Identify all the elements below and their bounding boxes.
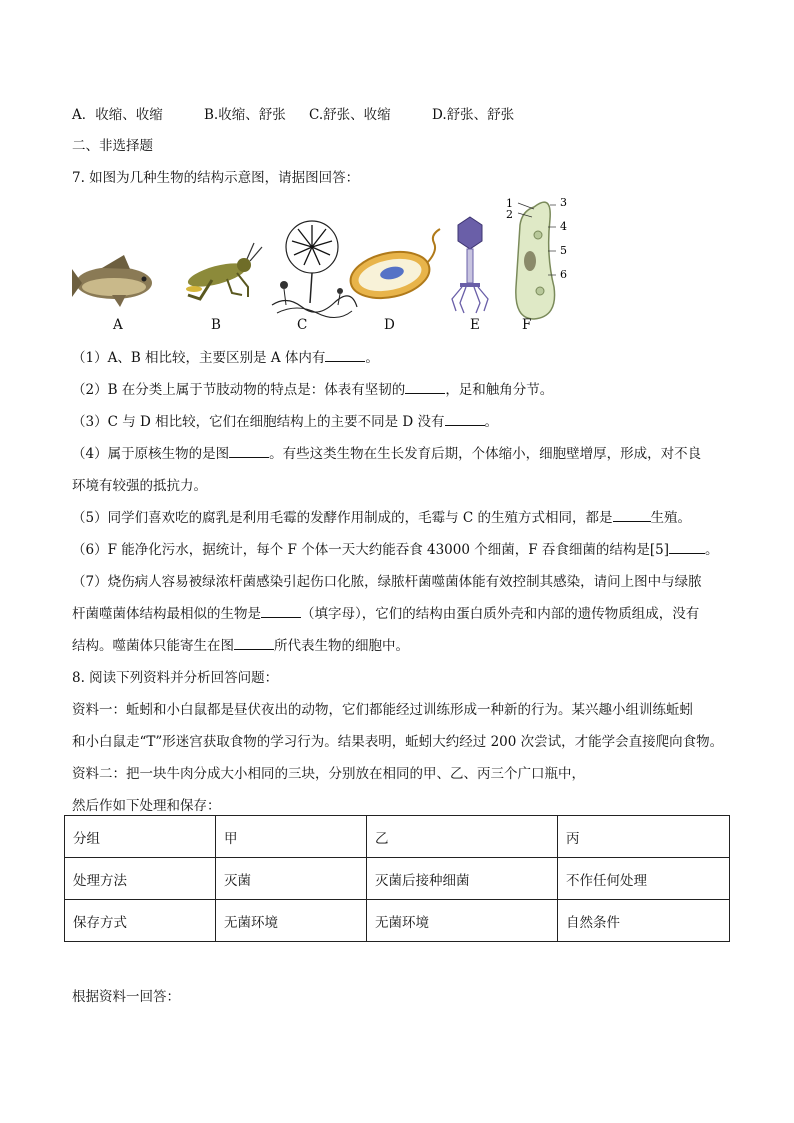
- organisms-figure: [72, 195, 592, 330]
- answer-blank: [261, 605, 301, 618]
- table-cell: 分组: [65, 816, 216, 858]
- paramecium-number-4: 4: [560, 220, 567, 233]
- paramecium-number-1: 1: [506, 197, 513, 210]
- paramecium-number-6: 6: [560, 268, 567, 281]
- q7-part-6-end: 。: [705, 542, 719, 558]
- answer-blank: [325, 349, 365, 362]
- table-cell: 处理方法: [65, 858, 216, 900]
- table-cell: 自然条件: [558, 900, 730, 942]
- table-cell: 保存方式: [65, 900, 216, 942]
- q7-part-5-end: 生殖。: [650, 510, 691, 526]
- section-title: 二、非选择题: [72, 138, 153, 154]
- figure-label-e: E: [470, 317, 480, 333]
- table-cell: 无菌环境: [367, 900, 558, 942]
- table-cell: 不作任何处理: [558, 858, 730, 900]
- table-cell: 乙: [367, 816, 558, 858]
- question-8-stem: 8. 阅读下列资料并分析回答问题：: [72, 670, 279, 686]
- table-cell: 灭菌后接种细菌: [367, 858, 558, 900]
- paramecium-number-2: 2: [506, 208, 513, 221]
- material-2-line-1: 资料二：把一块牛肉分成大小相同的三块，分别放在相同的甲、乙、丙三个广口瓶中，: [72, 766, 585, 782]
- material-1-line-1: 资料一：蚯蚓和小白鼠都是昼伏夜出的动物，它们都能经过训练形成一种新的行为。某兴趣小组训练蚯蚓: [72, 702, 693, 718]
- q7-part-4: [72, 442, 701, 462]
- q7-part-4-cont: 环境有较强的抵抗力。: [72, 478, 207, 494]
- answer-blank: [669, 541, 705, 554]
- answer-blank: [234, 637, 274, 650]
- q7-part-2-text: （2）B 在分类上属于节肢动物的特点是：体表有坚韧的: [72, 382, 406, 398]
- table-row: [65, 900, 730, 942]
- answer-blank: [405, 381, 445, 394]
- material-1-answer-heading: 根据资料一回答：: [72, 989, 180, 1005]
- q7-part-7-text-b: 杆菌噬菌体结构最相似的生物是: [72, 606, 261, 622]
- bacterium-image: [346, 229, 440, 305]
- answer-blank: [613, 509, 651, 522]
- q7-part-4-text-b: 。有些这类生物在生长发育后期，个体缩小，细胞壁增厚，形成，对不良: [269, 446, 702, 462]
- question-7-stem: 7. 如图为几种生物的结构示意图，请据图回答：: [72, 170, 360, 186]
- q7-part-6: [72, 538, 719, 558]
- q7-part-7-cont: [72, 602, 699, 622]
- q7-part-7: （7）烧伤病人容易被绿浓杆菌感染引起伤口化脓，绿脓杆菌噬菌体能有效控制其感染，请问上图中与绿脓: [72, 574, 702, 590]
- bacteriophage-image: [452, 217, 488, 313]
- experiment-table: [64, 815, 730, 942]
- table-cell: 丙: [558, 816, 730, 858]
- option-a: A．收缩、收缩: [72, 107, 163, 123]
- figure-label-d: D: [384, 317, 395, 333]
- paramecium-number-3: 3: [560, 196, 567, 209]
- figure-label-c: C: [297, 317, 308, 333]
- q7-part-4-text: （4）属于原核生物的是图: [72, 446, 230, 462]
- answer-blank: [229, 445, 269, 458]
- option-c: C.舒张、收缩: [309, 107, 391, 123]
- figure-label-f: F: [522, 317, 532, 333]
- q7-part-6-text: （6）F 能净化污水，据统计，每个 F 个体一天大约能吞食 43000 个细菌，F 吞食细菌的结构是[5]: [72, 542, 670, 558]
- q7-part-3-text: （3）C 与 D 相比较，它们在细胞结构上的主要不同是 D 没有: [72, 414, 445, 430]
- paramecium-image: [506, 196, 567, 319]
- answer-blank: [445, 413, 485, 426]
- option-d: D.舒张、舒张: [432, 107, 515, 123]
- figure-label-b: B: [211, 317, 221, 333]
- paramecium-number-5: 5: [560, 244, 567, 257]
- grasshopper-image: [186, 243, 262, 299]
- q7-part-7-text-d: 结构。噬菌体只能寄生在图: [72, 638, 234, 654]
- q7-part-1-text: （1）A、B 相比较，主要区别是 A 体内有: [72, 350, 326, 366]
- table-cell: 无菌环境: [216, 900, 367, 942]
- q7-part-3: [72, 410, 498, 430]
- q7-part-2: [72, 378, 553, 398]
- q7-part-7-end: [72, 634, 409, 654]
- table-cell: 甲: [216, 816, 367, 858]
- table-row: [65, 858, 730, 900]
- q7-part-7-text-e: 所代表生物的细胞中。: [274, 638, 409, 654]
- q7-part-5-text: （5）同学们喜欢吃的腐乳是利用毛霉的发酵作用制成的，毛霉与 C 的生殖方式相同，都是: [72, 510, 613, 526]
- table-row: [65, 816, 730, 858]
- material-1-line-2: 和小白鼠走“T”形迷宫获取食物的学习行为。结果表明，蚯蚓大约经过 200 次尝试，才能学会直接爬向食物。: [72, 734, 724, 750]
- mold-image: [272, 221, 357, 318]
- q7-part-1-end: 。: [365, 350, 379, 366]
- q7-part-5: [72, 506, 691, 526]
- q7-part-2-end: ，足和触角分节。: [445, 382, 554, 398]
- q7-part-1: [72, 346, 379, 366]
- table-cell: 灭菌: [216, 858, 367, 900]
- fish-image: [72, 255, 152, 307]
- material-2-line-2: 然后作如下处理和保存：: [72, 798, 221, 814]
- figure-label-a: A: [113, 317, 123, 333]
- option-b: B.收缩、舒张: [204, 107, 286, 123]
- q7-part-7-text-c: （填字母），它们的结构由蛋白质外壳和内部的遗传物质组成，没有: [301, 606, 700, 622]
- q7-part-3-end: 。: [484, 414, 499, 430]
